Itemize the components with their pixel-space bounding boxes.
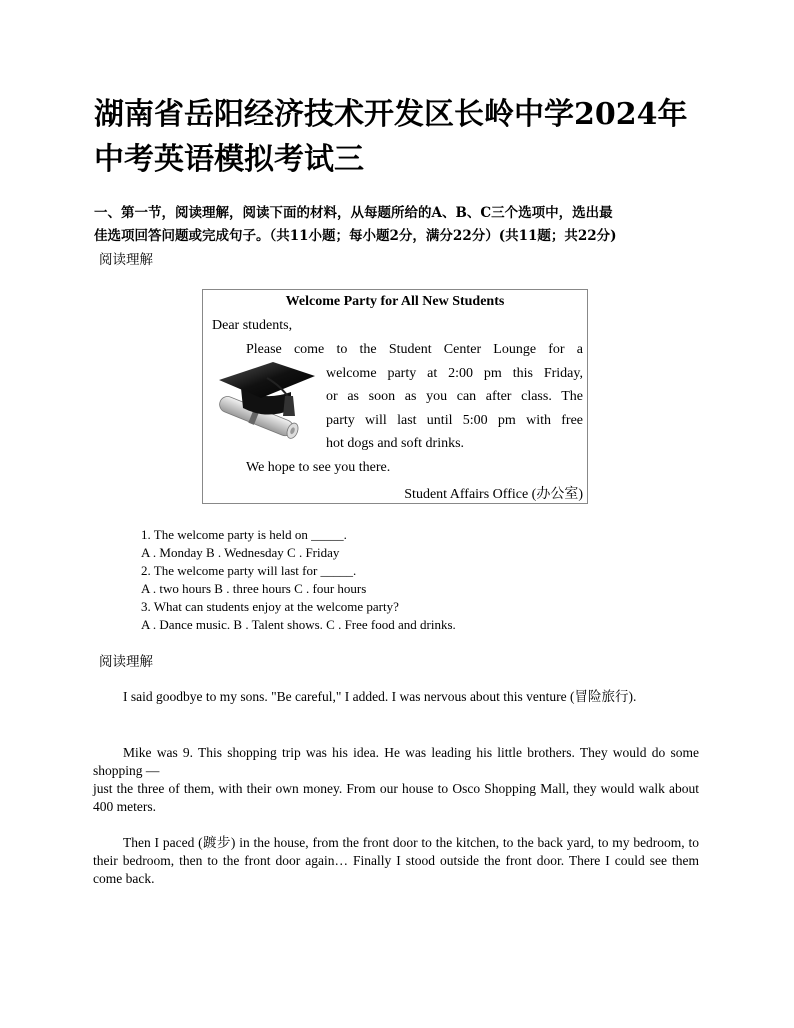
question-options: A . Monday B . Wednesday C . Friday <box>141 545 340 560</box>
passage-paragraph <box>93 744 699 780</box>
notice-line: Please come to the Student Center Lounge for a <box>246 342 583 357</box>
question-item: 2. The welcome party will last for _____. <box>141 563 357 578</box>
question-item: 3. What can students enjoy at the welcome party? <box>141 599 399 614</box>
page-title-line-1: 湖南省岳阳经济技术开发区长岭中学2024年 <box>94 97 688 132</box>
notice-line: We hope to see you there. <box>246 460 391 475</box>
section-instructions-line-2: 佳选项回答问题或完成句子。（共11小题；每小题2分，满分22分）(共11题；共22分) <box>94 228 617 244</box>
question-item: 1. The welcome party is held on _____. <box>141 527 347 542</box>
page-title-line-2: 中考英语模拟考试三 <box>94 142 364 177</box>
question-options: A . Dance music. B . Talent shows. C . Free food and drinks. <box>141 617 456 632</box>
passage-paragraph <box>93 780 699 816</box>
notice-line: party will last until 5:00 pm with free <box>326 413 583 428</box>
section-instructions <box>94 202 704 248</box>
notice-line: welcome party at 2:00 pm this Friday, <box>326 366 583 381</box>
passage-text: I said goodbye to my sons. "Be careful," I added. I was nervous about this venture (冒险旅行). <box>123 689 637 704</box>
reading-label: 阅读理解 <box>99 654 153 670</box>
passage-paragraph <box>93 834 699 888</box>
passage-paragraph <box>93 688 699 706</box>
passage-text: Then I paced (踱步) in the house, from the front door to the kitchen, to the back yard, to my bedroom, to their bedroom, then to the front door again… Finally I stood outside the front door. There I could see them come back. <box>93 835 699 886</box>
passage-text: just the three of them, with their own money. From our house to Osco Shopping Mall, they would walk about 400 meters. <box>93 781 699 814</box>
notice-title: Welcome Party for All New Students <box>285 294 505 309</box>
question-list <box>141 526 561 634</box>
notice-line: hot dogs and soft drinks. <box>326 436 465 451</box>
notice-box <box>202 289 588 504</box>
notice-line: or as soon as you can after class. The <box>326 389 583 404</box>
notice-signature: Student Affairs Office (办公室) <box>404 487 583 502</box>
question-options: A . two hours B . three hours C . four hours <box>141 581 367 596</box>
reading-label: 阅读理解 <box>99 252 153 268</box>
page-title <box>94 92 734 182</box>
graduation-cap-icon <box>211 358 317 448</box>
passage-text: Mike was 9. This shopping trip was his idea. He was leading his little brothers. They would do some shopping — <box>93 745 699 778</box>
notice-greeting: Dear students, <box>212 318 293 333</box>
section-instructions-line-1: 一、第一节，阅读理解，阅读下面的材料，从每题所给的A、B、C三个选项中，选出最 <box>94 205 613 221</box>
